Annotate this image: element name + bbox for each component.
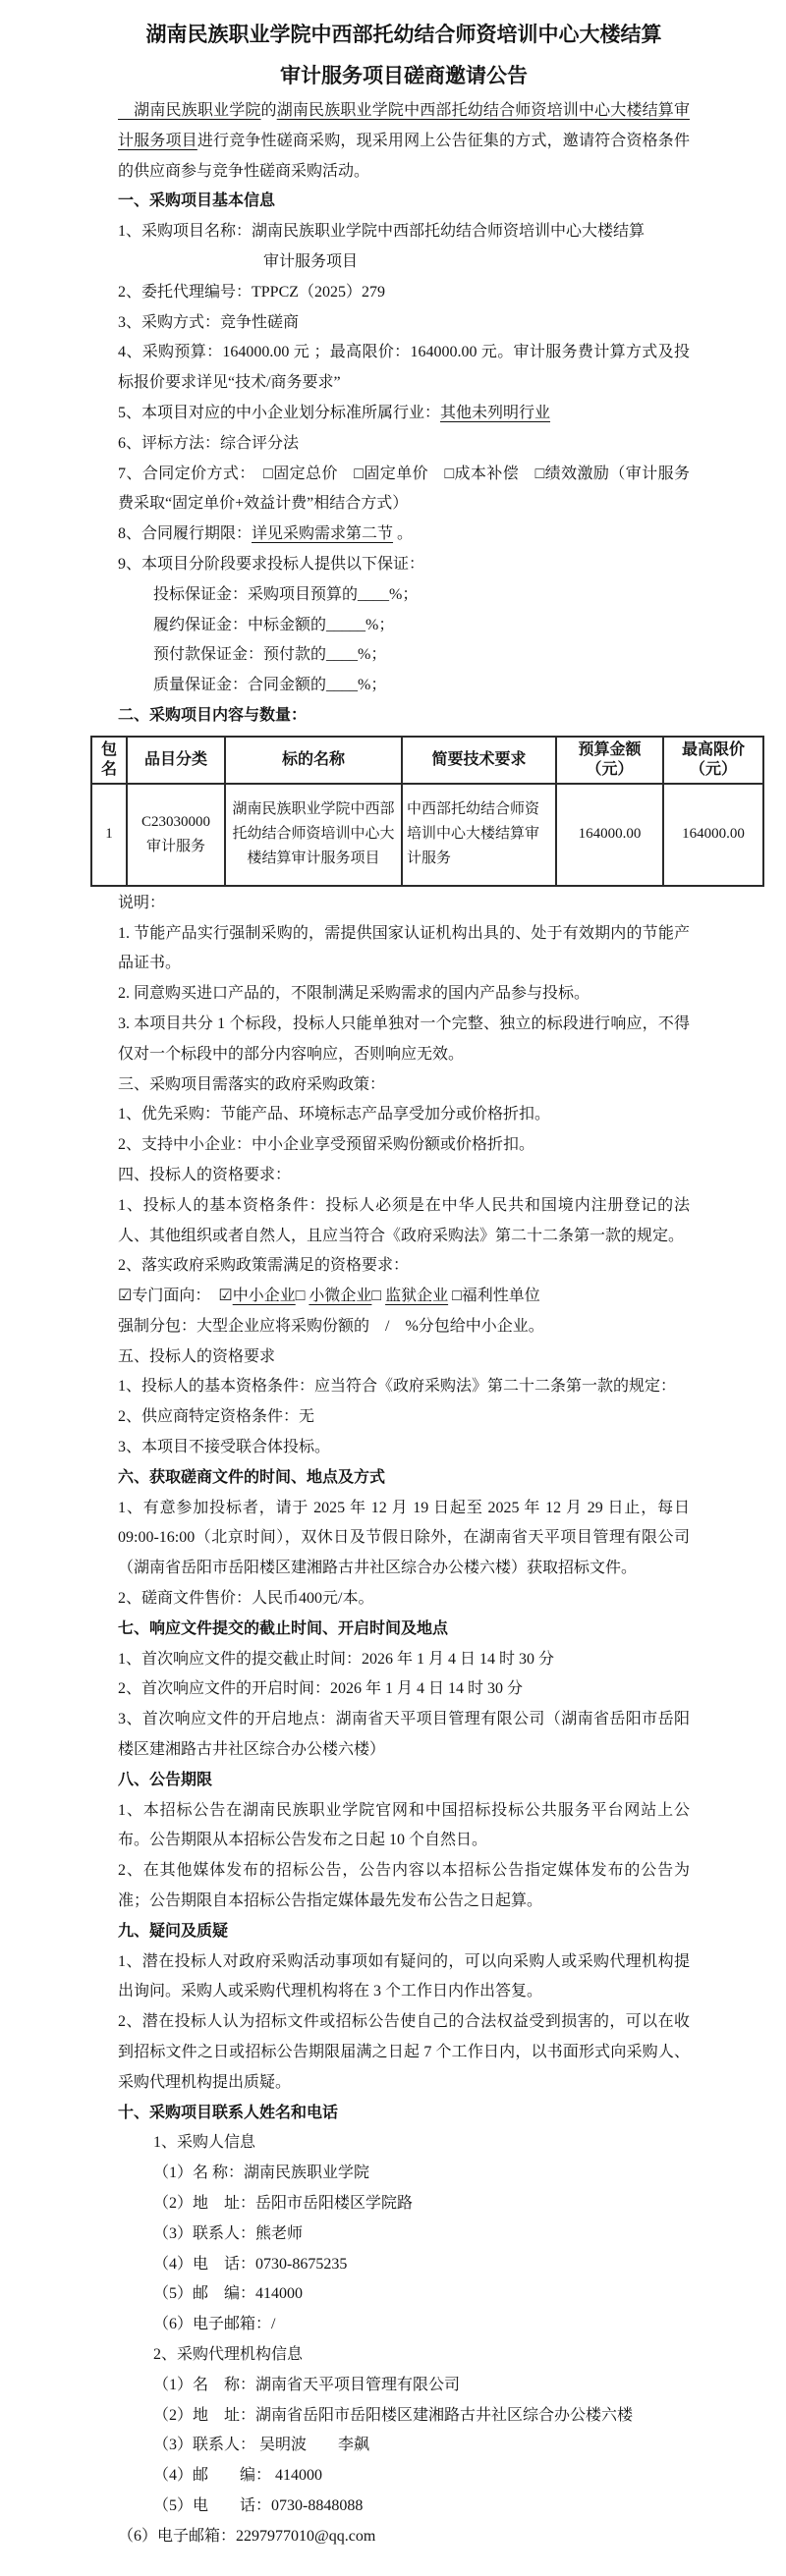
procurement-table xyxy=(90,736,764,887)
agent-zipcode: （4）邮 编： 414000 xyxy=(153,2467,323,2485)
section-7-heading: 七、响应文件提交的截止时间、开启时间及地点 xyxy=(118,1619,449,1637)
s3-item-1: 1、优先采购：节能产品、环境标志产品享受加分或价格折扣。 xyxy=(118,1106,551,1124)
s1-item-6: 6、评标方法：综合评分法 xyxy=(118,434,300,452)
buyer-name: （1）名 称：湖南民族职业学院 xyxy=(153,2165,370,2182)
col-header-tech-requirements: 简要技术要求 xyxy=(402,737,556,784)
col-header-budget: 预算金额（元） xyxy=(556,737,663,784)
intro-connector: 的 xyxy=(260,102,277,119)
agent-phone: （5）电 话：0730-8848088 xyxy=(153,2496,364,2514)
sme-underlined: 中小企业 xyxy=(232,1288,296,1305)
s8-item-2: 2、在其他媒体发布的招标公告，公告内容以本招标公告指定媒体发布的公告为准；公告期限自本招标公告指定媒体最先发布公告之日起算。 xyxy=(118,1862,690,1910)
s1-item-4: 4、采购预算：164000.00 元 ；最高限价：164000.00 元。审计服务费计算方式及投标报价要求详见“技术/商务要求” xyxy=(118,344,690,392)
s4-item-1: 1、投标人的基本资格条件：投标人必须是在中华人民共和国境内注册登记的法人、其他组织或者自然人，且应当符合《政府采购法》第二十二条第一款的规定。 xyxy=(118,1196,690,1244)
s1-item-8 xyxy=(118,520,690,550)
section-5-heading: 五、投标人的资格要求 xyxy=(118,1347,276,1365)
agent-info-heading: 2、采购代理机构信息 xyxy=(153,2345,304,2363)
note-2: 2. 同意购买进口产品的，不限制满足采购需求的国内产品参与投标。 xyxy=(118,985,590,1003)
col-header-category: 品目分类 xyxy=(127,737,225,784)
guarantee-bid: 投标保证金：采购项目预算的____%； xyxy=(153,585,419,603)
cell-budget: 164000.00 xyxy=(556,784,663,886)
s8-item-1: 1、本招标公告在湖南民族职业学院官网和中国招标投标公共服务平台网站上公布。公告期限从本招标公告发布之日起 10 个自然日。 xyxy=(118,1801,690,1849)
buyer-email: （6）电子邮箱：/ xyxy=(153,2316,276,2333)
s6-item-1: 1、有意参加投标者，请于 2025 年 12 月 19 日起至 2025 年 12 月 29 日止，每日 09:00-16:00（北京时间），双休日及节假日除外，在湖南省天平项目管理有限公司（湖南省岳阳市岳阳楼区建湘路古井社区综合办公楼六楼）获取招标文件。 xyxy=(118,1499,690,1577)
section-1-heading: 一、采购项目基本信息 xyxy=(118,192,276,210)
intro-paragraph xyxy=(118,96,690,187)
guarantee-quality: 质量保证金：合同金额的____%； xyxy=(153,677,387,694)
s6-item-2: 2、磋商文件售价：人民币400元/本。 xyxy=(118,1590,374,1608)
s5-item-3: 3、本项目不接受联合体投标。 xyxy=(118,1439,331,1456)
s1-item-3: 3、采购方式：竞争性磋商 xyxy=(118,313,300,331)
cell-tech-requirements: 中西部托幼结合师资培训中心大楼结算审计服务 xyxy=(402,784,556,886)
section-8-heading: 八、公告期限 xyxy=(118,1771,213,1788)
s1-item-5 xyxy=(118,399,690,429)
s1-item-5-label: 5、本项目对应的中小企业划分标准所属行业： xyxy=(118,404,441,421)
s9-item-2: 2、潜在投标人认为招标文件或招标公告使自己的合法权益受到损害的，可以在收到招标文件之日或招标公告期限届满之日起 7 个工作日内，以书面形式向采购人、采购代理机构提出质疑。 xyxy=(118,2013,690,2091)
s1-item-8-tail: 。 xyxy=(393,525,414,543)
project-name-underlined: 湖南民族职业学院中西部托幼结合师资培训中心大楼结算审计服务项目 xyxy=(118,102,690,149)
contract-term-underlined: 详见采购需求第二节 xyxy=(252,525,394,543)
buyer-zipcode: （5）邮 编：414000 xyxy=(153,2285,304,2303)
section-6-heading: 六、获取磋商文件的时间、地点及方式 xyxy=(118,1468,386,1486)
section-10-heading: 十、采购项目联系人姓名和电话 xyxy=(118,2104,339,2121)
unchecked-box-2: □ xyxy=(371,1288,386,1305)
industry-underlined: 其他未列明行业 xyxy=(440,404,551,421)
buyer-contact: （3）联系人：熊老师 xyxy=(153,2224,304,2242)
section-2-heading: 二、采购项目内容与数量： xyxy=(118,706,308,724)
s1-item-8-label: 8、合同履行期限： xyxy=(118,525,253,543)
category-label: 审计服务 xyxy=(145,838,205,854)
page-title-line-1: 湖南民族职业学院中西部托幼结合师资培训中心大楼结算 xyxy=(145,23,662,46)
page-title-line-2: 审计服务项目磋商邀请公告 xyxy=(280,64,528,87)
procurement-table-wrapper xyxy=(90,736,762,887)
unchecked-welfare-unit: □福利性单位 xyxy=(448,1288,540,1305)
col-header-package: 包名 xyxy=(91,737,127,784)
buyer-address: （2）地 址：岳阳市岳阳楼区学院路 xyxy=(153,2195,414,2212)
s7-item-1: 1、首次响应文件的提交截止时间：2026 年 1 月 4 日 14 时 30 分 xyxy=(118,1650,555,1668)
table-row xyxy=(91,784,763,886)
table-header-row xyxy=(91,737,763,784)
category-code: C23030000 xyxy=(140,813,210,830)
agent-contacts: （3）联系人： 吴明波 李飙 xyxy=(153,2437,370,2454)
s4-item-4: 强制分包：大型企业应将采购份额的 / %分包给中小企业。 xyxy=(118,1317,544,1335)
s7-item-3: 3、首次响应文件的开启地点：湖南省天平项目管理有限公司（湖南省岳阳市岳阳楼区建湘路古井社区综合办公楼六楼） xyxy=(118,1711,690,1759)
note-3: 3. 本项目共分 1 个标段，投标人只能单独对一个完整、独立的标段进行响应，不得仅对一个标段中的部分内容响应，否则响应无效。 xyxy=(118,1014,690,1063)
notes-label: 说明： xyxy=(118,894,166,911)
section-9-heading: 九、疑问及质疑 xyxy=(118,1922,229,1940)
cell-package-number: 1 xyxy=(91,784,127,886)
intro-rest: 进行竞争性磋商采购，现采用网上公告征集的方式，邀请符合资格条件的供应商参与竞争性磋商采购活动。 xyxy=(118,132,690,180)
s1-item-9: 9、本项目分阶段要求投标人提供以下保证： xyxy=(118,555,425,573)
micro-enterprise-underlined: 小微企业 xyxy=(309,1288,372,1305)
s1-item-1-line-2: 审计服务项目 xyxy=(263,252,359,270)
s9-item-1: 1、潜在投标人对政府采购活动事项如有疑问的，可以向采购人或采购代理机构提出询问。采购人或采购代理机构将在 3 个工作日内作出答复。 xyxy=(118,1952,690,2001)
s1-item-2: 2、委托代理编号：TPPCZ（2025）279 xyxy=(118,283,386,301)
guarantee-prepay: 预付款保证金：预付款的____%； xyxy=(153,646,387,664)
s1-item-1-line-1: 1、采购项目名称：湖南民族职业学院中西部托幼结合师资培训中心大楼结算 xyxy=(118,223,646,241)
buyer-name-underlined: 湖南民族职业学院 xyxy=(118,102,261,119)
cell-category xyxy=(127,784,225,886)
section-3-heading: 三、采购项目需落实的政府采购政策： xyxy=(118,1075,386,1093)
unchecked-box-1: □ xyxy=(295,1288,309,1305)
s4-item-2: 2、落实政府采购政策需满足的资格要求： xyxy=(118,1257,410,1275)
s4-checkbox-line xyxy=(118,1282,690,1312)
s7-item-2: 2、首次响应文件的开启时间：2026 年 1 月 4 日 14 时 30 分 xyxy=(118,1680,524,1698)
agent-name: （1）名 称：湖南省天平项目管理有限公司 xyxy=(153,2376,461,2393)
cell-subject-name: 湖南民族职业学院中西部托幼结合师资培训中心大楼结算审计服务项目 xyxy=(225,784,402,886)
cell-price-cap: 164000.00 xyxy=(663,784,763,886)
s5-item-2: 2、供应商特定资格条件：无 xyxy=(118,1408,315,1426)
buyer-phone: （4）电 话：0730-8675235 xyxy=(153,2255,348,2273)
col-header-price-cap: 最高限价（元） xyxy=(663,737,763,784)
prison-enterprise-underlined: 监狱企业 xyxy=(385,1288,449,1305)
section-4-heading: 四、投标人的资格要求： xyxy=(118,1166,292,1183)
buyer-info-heading: 1、采购人信息 xyxy=(153,2134,256,2152)
agent-email: （6）电子邮箱：2297977010@qq.com xyxy=(118,2527,376,2545)
agent-address: （2）地 址：湖南省岳阳市岳阳楼区建湘路古井社区综合办公楼六楼 xyxy=(153,2406,634,2424)
s1-item-7-checkbox-line: 7、合同定价方式： □固定总价 □固定单价 □成本补偿 □绩效激励（审计服务费采取“固定单价+效益计费”相结合方式） xyxy=(118,465,690,513)
s3-item-2: 2、支持中小企业：中小企业享受预留采购份额或价格折扣。 xyxy=(118,1136,535,1154)
col-header-subject-name: 标的名称 xyxy=(225,737,402,784)
guarantee-performance: 履约保证金：中标金额的_____%； xyxy=(153,616,395,633)
checked-dedicated-to: ☑专门面向： ☑ xyxy=(118,1288,233,1305)
note-1: 1. 节能产品实行强制采购的，需提供国家认证机构出具的、处于有效期内的节能产品证书。 xyxy=(118,924,690,972)
s5-item-1: 1、投标人的基本资格条件：应当符合《政府采购法》第二十二条第一款的规定： xyxy=(118,1378,677,1396)
